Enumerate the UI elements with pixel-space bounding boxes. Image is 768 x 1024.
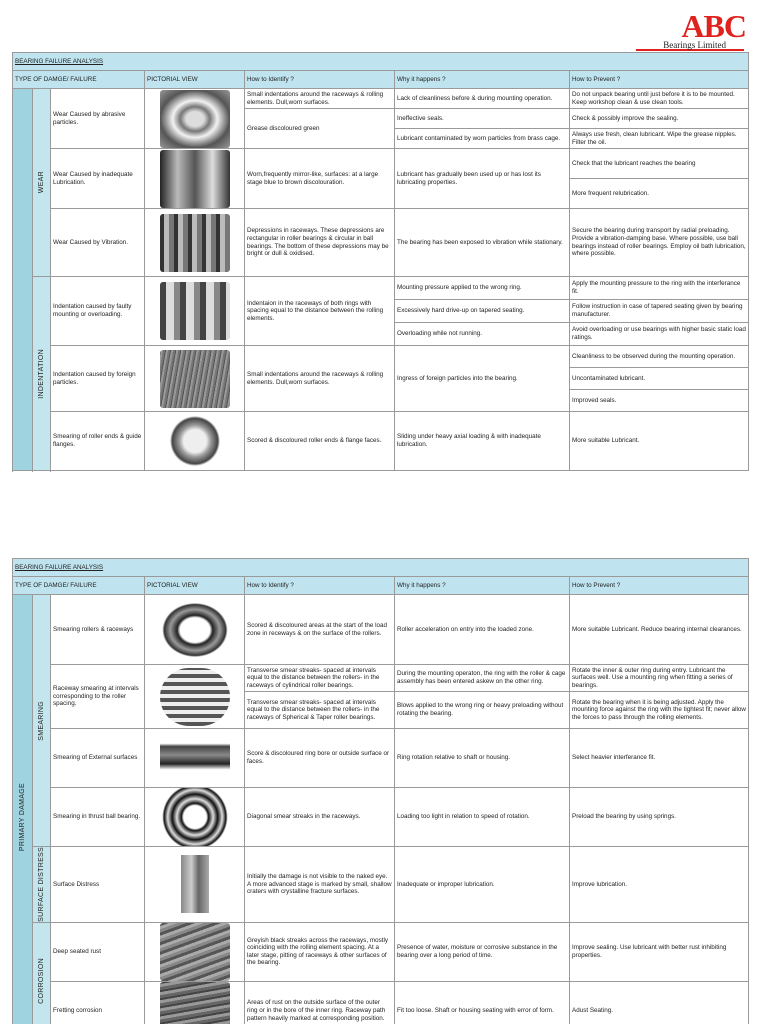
pictorial-cell	[145, 665, 245, 729]
table-title: BEARING FAILURE ANALYSIS	[13, 53, 749, 71]
col-header-picture: PICTORIAL VIEW	[145, 71, 245, 89]
damage-type: Indentation caused by faulty mounting or overloading.	[51, 277, 145, 346]
why-cell: Overloading while not running.	[395, 323, 570, 346]
why-cell: Ingress of foreign particles into the bearing.	[395, 346, 570, 412]
external-surface-photo	[160, 729, 230, 787]
prevent-cell: Preload the bearing by using springs.	[570, 788, 749, 847]
col-header-prevent: How to Prevent ?	[570, 71, 749, 89]
why-cell: Blows applied to the wrong ring or heavy preloading without rotating the bearing.	[395, 692, 570, 729]
table-row	[13, 665, 749, 692]
group-label-corrosion: CORROSION	[33, 922, 51, 1024]
table-row	[13, 346, 749, 368]
why-cell: Lubricant contaminated by worn particles from brass cage.	[395, 129, 570, 149]
group-label-smearing: SMEARING	[33, 595, 51, 847]
group-label-wear: WEAR	[33, 89, 51, 277]
pictorial-cell	[145, 595, 245, 665]
why-cell: Excessively hard drive-up on tapered seating.	[395, 300, 570, 323]
prevent-cell: Rotate the inner & outer ring during entry. Lubricant the surfaces well. Use a mounting ring when fitting a series of bearings.	[570, 665, 749, 692]
table-row	[13, 847, 749, 923]
prevent-cell: Do not unpack bearing until just before it is to be mounted. Keep workshop clean & use clean tools.	[570, 89, 749, 109]
failure-table-1	[12, 52, 749, 471]
identify-cell: Diagonal smear streaks in the raceways.	[245, 788, 395, 847]
damage-type: Surface Distress	[51, 847, 145, 923]
prevent-cell: Improve lubrication.	[570, 847, 749, 923]
prevent-cell: Avoid overloading or use bearings with higher basic static load ratings.	[570, 323, 749, 346]
prevent-cell: Improved seals.	[570, 390, 749, 412]
pictorial-cell	[145, 412, 245, 471]
table-row	[13, 412, 749, 471]
roller-ring-photo	[160, 150, 230, 208]
why-cell: Ring rotation relative to shaft or housing.	[395, 729, 570, 788]
identify-cell: Transverse smear streaks- spaced at intervals equal to the distance between the rollers- in the raceways of Spherical & Taper roller bearings.	[245, 692, 395, 729]
table-row	[13, 788, 749, 847]
identify-cell: Worn,frequently mirror-like, surfaces: at a large stage blue to brown discolouration.	[245, 149, 395, 209]
col-header-type: TYPE OF DAMGE/ FAILURE	[13, 577, 145, 595]
prevent-cell: Follow instruction in case of tapered seating given by bearing manufacturer.	[570, 300, 749, 323]
pictorial-cell	[145, 788, 245, 847]
particle-indent-photo	[160, 350, 230, 408]
rusted-ring-photo	[160, 923, 230, 981]
company-logo	[636, 8, 746, 52]
table-row	[13, 595, 749, 665]
identify-cell: Scored & discoloured roller ends & flange faces.	[245, 412, 395, 471]
fretting-ring-photo	[160, 982, 230, 1024]
roller-end-photo	[160, 412, 230, 470]
roller-distress-photo	[160, 855, 230, 913]
identify-cell: Areas of rust on the outside surface of the outer ring or in the bore of the inner ring. Raceway path pattern heavily marked at corresponding position.	[245, 981, 395, 1024]
why-cell: Inadequate or improper lubrication.	[395, 847, 570, 923]
prevent-cell: Adust Seating.	[570, 981, 749, 1024]
why-cell: Sliding under heavy axial loading & with inadequate lubrication.	[395, 412, 570, 471]
indented-raceway-photo	[160, 282, 230, 340]
table-row	[13, 277, 749, 300]
pictorial-cell	[145, 981, 245, 1024]
damage-type: Smearing rollers & raceways	[51, 595, 145, 665]
damage-type: Indentation caused by foreign particles.	[51, 346, 145, 412]
pictorial-cell	[145, 277, 245, 346]
damage-type: Wear Caused by inadequate Lubrication.	[51, 149, 145, 209]
col-header-why: Why it happens ?	[395, 71, 570, 89]
logo-subtitle: Bearings Limited	[663, 40, 726, 50]
logo-brand: ABC	[681, 8, 746, 44]
prevent-cell: More frequent relubrication.	[570, 179, 749, 209]
roller-cage-photo	[160, 668, 230, 726]
lead-label	[13, 89, 33, 471]
why-cell: Lack of cleanliness before & during mounting operation.	[395, 89, 570, 109]
why-cell: Loading too light in relation to speed of rotation.	[395, 788, 570, 847]
damage-type: Smearing of External surfaces	[51, 729, 145, 788]
col-header-identify: How to Identify ?	[245, 577, 395, 595]
why-cell: Roller acceleration on entry into the loaded zone.	[395, 595, 570, 665]
identify-cell: Grease discoloured green	[245, 109, 395, 149]
pictorial-cell	[145, 209, 245, 277]
col-header-identify: How to Identify ?	[245, 71, 395, 89]
why-cell: During the mounting operaton, the ring with the roller & cage assembly has been entered askew on the other ring.	[395, 665, 570, 692]
why-cell: Mounting pressure applied to the wrong ring.	[395, 277, 570, 300]
damage-type: Raceway smearing at intervals corresponding to the roller spacing.	[51, 665, 145, 729]
group-label-surface-distress: SURFACE DISTRESS	[33, 847, 51, 923]
pictorial-cell	[145, 346, 245, 412]
col-header-type: TYPE OF DAMGE/ FAILURE	[13, 71, 145, 89]
why-cell: Ineffective seals.	[395, 109, 570, 129]
table-row	[13, 89, 749, 109]
damage-type: Smearing in thrust ball bearing.	[51, 788, 145, 847]
identify-cell: Initially the damage is not visible to the naked eye. A more advanced stage is marked by small, shallow craters with crystalline fracture surfaces.	[245, 847, 395, 923]
damage-type: Wear Caused by Vibration.	[51, 209, 145, 277]
table-row	[13, 209, 749, 277]
vibration-raceway-photo	[160, 214, 230, 272]
table-row	[13, 981, 749, 1024]
group-label-indentation: INDENTATION	[33, 277, 51, 471]
pictorial-cell	[145, 89, 245, 149]
prevent-cell: Uncontaminated lubricant.	[570, 368, 749, 390]
table-row	[13, 729, 749, 788]
table-title: BEARING FAILURE ANALYSIS	[13, 559, 749, 577]
col-header-prevent: How to Prevent ?	[570, 577, 749, 595]
identify-cell: Greyish black streaks across the raceways, mostly coinciding with the rolling element spacing. At a later stage, pitting of raceways & other surfaces of the bearing.	[245, 922, 395, 981]
pictorial-cell	[145, 847, 245, 923]
table-row	[13, 922, 749, 981]
damage-type: Wear Caused by abrasive particles.	[51, 89, 145, 149]
prevent-cell: Select heavier interferance fit.	[570, 729, 749, 788]
prevent-cell: Improve sealing. Use lubricant with better rust inhibiting properties.	[570, 922, 749, 981]
col-header-picture: PICTORIAL VIEW	[145, 577, 245, 595]
prevent-cell: Apply the mounting pressure to the ring with the interferance fit.	[570, 277, 749, 300]
identify-cell: Small indentations around the raceways & rolling elements. Dull,worn surfaces.	[245, 89, 395, 109]
bearing-ring-photo	[160, 90, 230, 148]
why-cell: Fit too loose. Shaft or housing seating with error of form.	[395, 981, 570, 1024]
prevent-cell: More suitable Lubricant. Reduce bearing internal clearances.	[570, 595, 749, 665]
prevent-cell: Always use fresh, clean lubricant. Wipe the grease nipples. Filter the oil.	[570, 129, 749, 149]
why-cell: The bearing has been exposed to vibration while stationary.	[395, 209, 570, 277]
why-cell: Presence of water, moisture or corrosive substance in the bearing over a long period of time.	[395, 922, 570, 981]
prevent-cell: Check that the lubricant reaches the bearing	[570, 149, 749, 179]
prevent-cell: More suitable Lubricant.	[570, 412, 749, 471]
thrust-ball-photo	[160, 788, 230, 846]
identify-cell: Small indentations around the raceways & rolling elements. Dull,worn surfaces.	[245, 346, 395, 412]
identify-cell: Indentaion in the raceways of both rings with spacing equal to the distance between the rolling elements.	[245, 277, 395, 346]
prevent-cell: Secure the bearing during transport by radial preloading. Provide a vibration-damping base. Where possible, use ball bearings instead of roller bearings. Employ oil bath lubrication, where possible.	[570, 209, 749, 277]
table-row	[13, 149, 749, 179]
identify-cell: Transverse smear streaks- spaced at intervals equal to the distance between the rollers- in the raceways of cylindrical roller bearings.	[245, 665, 395, 692]
why-cell: Lubricant has gradually been used up or has lost its lubricating properties.	[395, 149, 570, 209]
col-header-why: Why it happens ?	[395, 577, 570, 595]
prevent-cell: Rotate the bearing when it is being adjusted. Apply the mounting force against the ring with the tightest fit; never allow the forces to pass through the rolling elements.	[570, 692, 749, 729]
pictorial-cell	[145, 729, 245, 788]
prevent-cell: Check & possibly improve the sealing.	[570, 109, 749, 129]
damage-type: Deep seated rust	[51, 922, 145, 981]
identify-cell: Scored & discoloured areas at the start of the load zone in receways & on the surface of the rollers.	[245, 595, 395, 665]
pictorial-cell	[145, 922, 245, 981]
identify-cell: Depressions in raceways. These depressions are rectangular in roller bearings & circular in ball bearings. The bottom of these depressions may be bright or dull & oxidised.	[245, 209, 395, 277]
smeared-ring-photo	[160, 601, 230, 659]
damage-type: Smearing of roller ends & guide flanges.	[51, 412, 145, 471]
lead-label: PRIMARY DAMAGE	[13, 595, 33, 1024]
damage-type: Fretting corrosion	[51, 981, 145, 1024]
prevent-cell: Cleanliness to be observed during the mounting operation.	[570, 346, 749, 368]
identify-cell: Score & discoloured ring bore or outside surface or faces.	[245, 729, 395, 788]
failure-table-2	[12, 558, 749, 1024]
pictorial-cell	[145, 149, 245, 209]
